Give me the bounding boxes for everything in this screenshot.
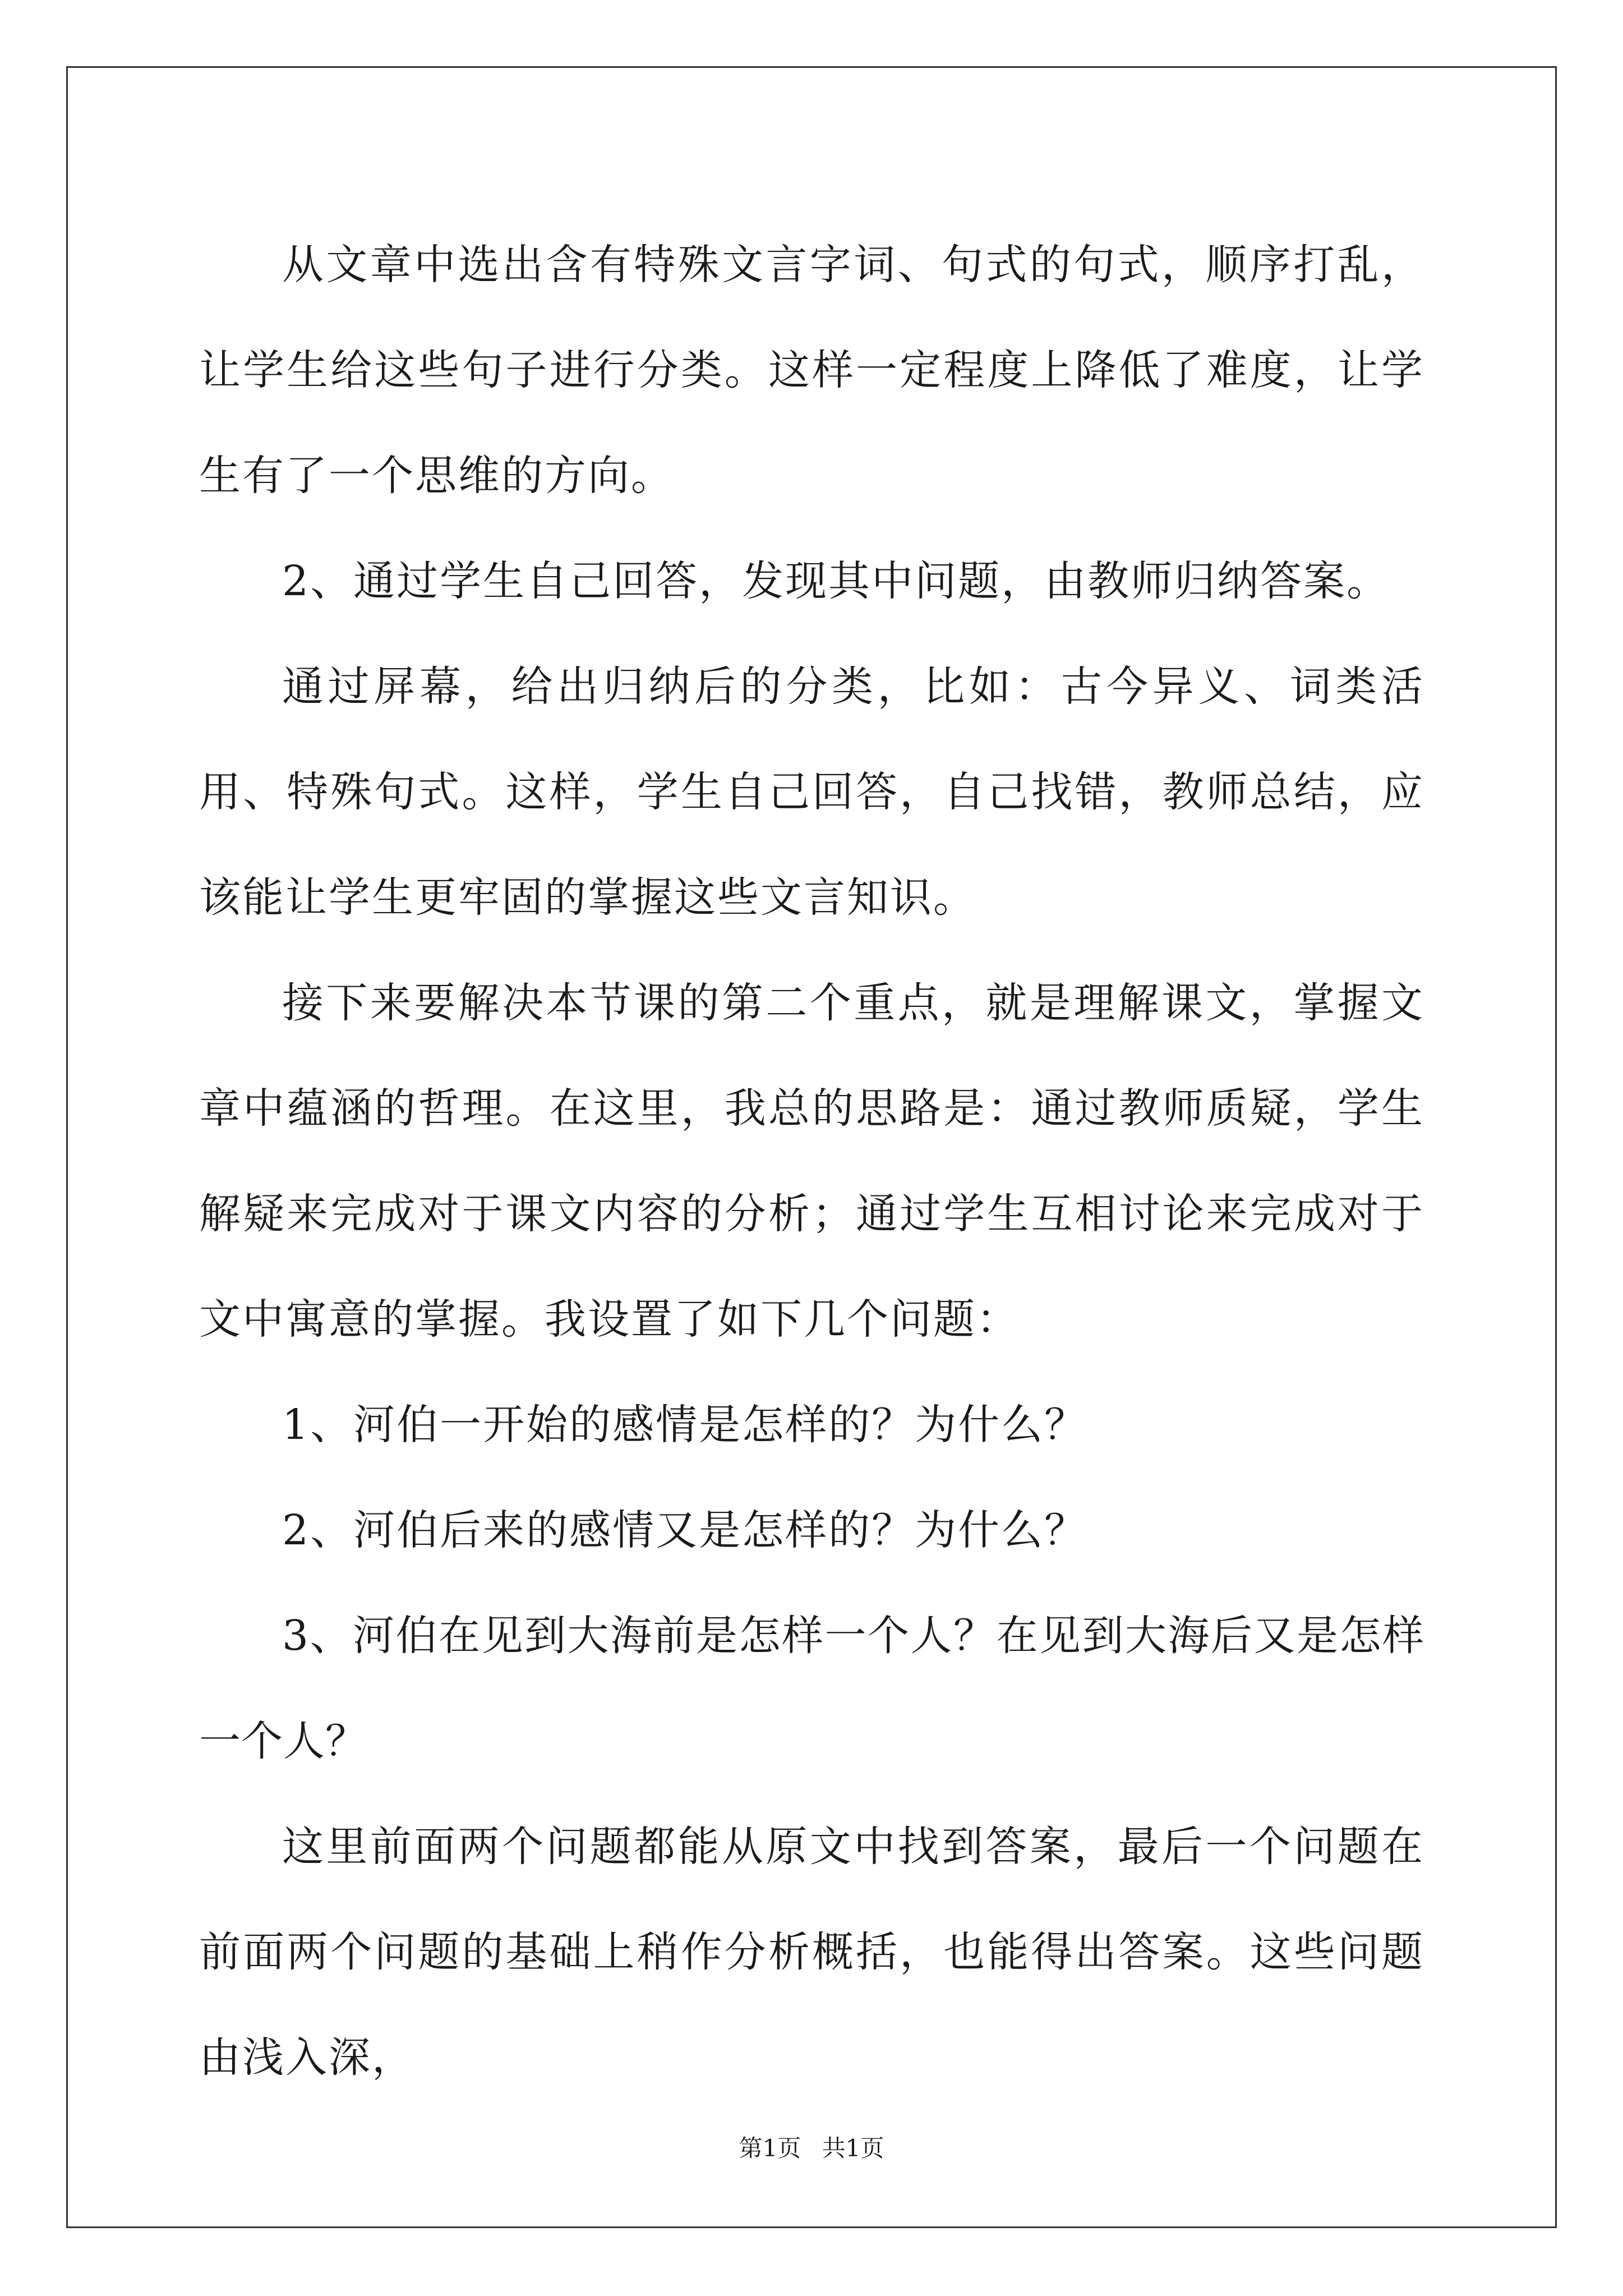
paragraph-8: 这里前面两个问题都能从原文中找到答案，最后一个问题在前面两个问题的基础上稍作分析概括，也能得出答案。这些问题由浅入深，: [199, 1823, 1424, 2082]
page-footer: [0, 2132, 1623, 2165]
paragraph-3: 通过屏幕，给出归纳后的分类，比如：古今异义、词类活用、特殊句式。这样，学生自己回答，自己找错，教师总结，应该能让学生更牢固的掌握这些文言知识。: [199, 662, 1424, 922]
paragraph-7: 3、河伯在见到大海前是怎样一个人？在见到大海后又是怎样一个人？: [199, 1612, 1424, 1765]
page-number-current: 第1页: [739, 2134, 801, 2162]
paragraph-5: 1、河伯一开始的感情是怎样的？为什么？: [282, 1401, 1088, 1449]
paragraph-4: 接下来要解决本节课的第二个重点，就是理解课文，掌握文章中蕴涵的哲理。在这里，我总的思路是：通过教师质疑，学生解疑来完成对于课文内容的分析；通过学生互相讨论来完成对于文中寓意的掌握。我设置了如下几个问题：: [199, 979, 1424, 1343]
paragraph-6: 2、河伯后来的感情又是怎样的？为什么？: [282, 1506, 1088, 1554]
paragraph-2: 2、通过学生自己回答，发现其中问题，由教师归纳答案。: [282, 557, 1390, 605]
paragraph-1: 从文章中选出含有特殊文言字词、句式的句式，顺序打乱，让学生给这些句子进行分类。这样一定程度上降低了难度，让学生有了一个思维的方向。: [199, 241, 1424, 500]
document-body: [199, 212, 1424, 2110]
page-number-total: 共1页: [822, 2134, 884, 2162]
